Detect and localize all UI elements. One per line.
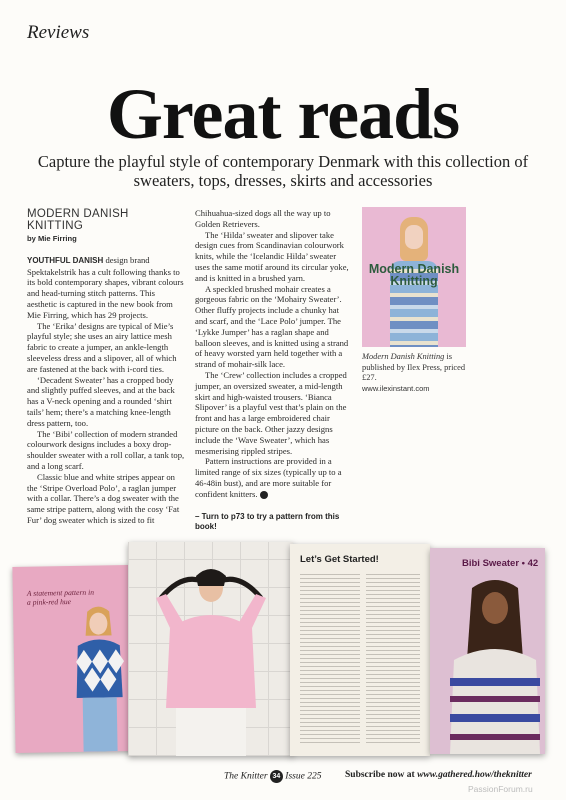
book-cover [362, 207, 466, 347]
book-caption [362, 352, 472, 394]
review-paragraph: The ‘Bibi’ collection of modern stranded colourwork designs includes a boxy drop-shoulder sweater with a roll collar, a tank top, and a long scarf. [27, 428, 185, 471]
footer-magazine [224, 770, 321, 783]
review-paragraph: The ‘Erika’ designs are typical of Mie’s playful style; she uses an airy lattice mesh fabric to create a jumper, an ankle-length sleeveless dress and a slipover, all of which are fastened at the back with i-cord ties. [27, 320, 177, 374]
column-gutter [360, 574, 366, 744]
footer-subscribe [345, 770, 532, 780]
watermark: PassionForum.ru [468, 784, 533, 794]
spread-right-heading: Bibi Sweater • 42 [462, 558, 539, 569]
model-argyle-illustration [69, 605, 130, 752]
lead-in: YOUTHFUL DANISH [27, 255, 104, 265]
review-paragraph [195, 456, 352, 499]
review-column-1 [27, 208, 187, 526]
subscribe-url: www.gathered.how/theknitter [417, 770, 532, 780]
paragraph-text: Pattern instructions are provided in a limited range of six sizes (typically up to a 46-48in bust), and are more suitable for confident knitters. [195, 456, 342, 499]
end-mark-icon [260, 491, 268, 499]
model-pink-sweater-illustration [156, 558, 266, 756]
call-to-action: – Turn to p73 to try a pattern from this book! [195, 511, 340, 532]
spread-page-right [430, 548, 545, 754]
review-paragraph: The ‘Crew’ collection includes a cropped jumper, an oversized sweater, a mid-length skirt and high-waisted trousers. ‘Bianca Slipover’ is a playful vest that’s plain on the front and has a large embroidered chair picture on the back. Other jazzy designs include the ‘Wave Sweater’, which has mesmerising rippled stripes. [195, 369, 347, 456]
spread-page-heading: Let’s Get Started! [300, 554, 379, 565]
book-spread-photo [0, 538, 566, 772]
spread-left-caption: A statement pattern in a pink-red hue [26, 587, 95, 607]
spread-page-photo [128, 542, 293, 756]
section-label: Reviews [27, 22, 90, 43]
review-paragraph [27, 255, 187, 321]
review-paragraph: ‘Decadent Sweater’ has a cropped body and slightly puffed sleeves, and at the back has a V-neck opening and a rounded ‘shirt tails’ hem; there’s a matching knee-length dress pattern, too. [27, 374, 175, 428]
book-cover-title [362, 263, 466, 287]
magazine-name: The Knitter [224, 771, 268, 782]
model-colourwork-illustration [450, 578, 540, 754]
cover-model-face [405, 225, 423, 249]
cover-title-line-2: Knitting [390, 274, 438, 288]
page-number: 34 [270, 770, 283, 783]
page-title: Great reads [106, 74, 460, 154]
review-column-2 [195, 208, 352, 533]
book-heading-line-1: MODERN DANISH [27, 208, 129, 220]
book-heading-line-2: KNITTING [27, 220, 84, 232]
caption-publisher: is published by Ilex Press, priced £27. [362, 352, 466, 383]
spread-page-instructions [290, 544, 430, 756]
review-paragraph: Classic blue and white stripes appear on the ‘Stripe Overload Polo’, a raglan jumper with a collar. There’s a dog sweater with the same stripe pattern, along with the cosy ‘Fat Fur’ dog sweater which is sized to fit [27, 471, 180, 525]
review-paragraph: Chihuahua-sized dogs all the way up to Golden Retrievers. [195, 208, 331, 229]
issue-number: Issue 225 [285, 771, 322, 782]
page-subtitle: Capture the playful style of contemporary Denmark with this collection of sweaters, tops, dresses, skirts and accessories [37, 152, 529, 190]
caption-url: www.ilexinstant.com [362, 383, 430, 393]
paragraph-text: design brand Spektakelstrik has a cult following thanks to its bold contemporary shapes, vibrant colours and head-turning stitch patterns. This aesthetic is captured in the new book from Mie Firring, which has 29 projects. [27, 254, 184, 320]
book-author: by Mie Firring [27, 234, 77, 243]
cover-title-line-1: Modern Danish [368, 262, 460, 276]
review-paragraph: The ‘Hilda’ sweater and slipover take design cues from Scandinavian colourwork knits, while the ‘Icelandic Hilda’ sweater uses the same motif around its circular yoke, and is knitted in a brushed yarn. [195, 229, 349, 283]
review-paragraph: A speckled brushed mohair creates a gorgeous fabric on the ‘Mohairy Sweater’. Other fluffy projects include a chunky hat and scarf, and the ‘Lace Polo’ jumper. The ‘Lykke Jumper’ has a raglan shape and balloon sleeves, and is knitted using a strand of heavy worsted yarn held together with a strand of mohair-silk lace. [195, 283, 349, 370]
caption-book-title: Modern Danish Knitting [362, 352, 445, 361]
subscribe-text: Subscribe now at [345, 770, 418, 780]
book-heading [27, 208, 187, 232]
spread-page-left [12, 565, 135, 753]
